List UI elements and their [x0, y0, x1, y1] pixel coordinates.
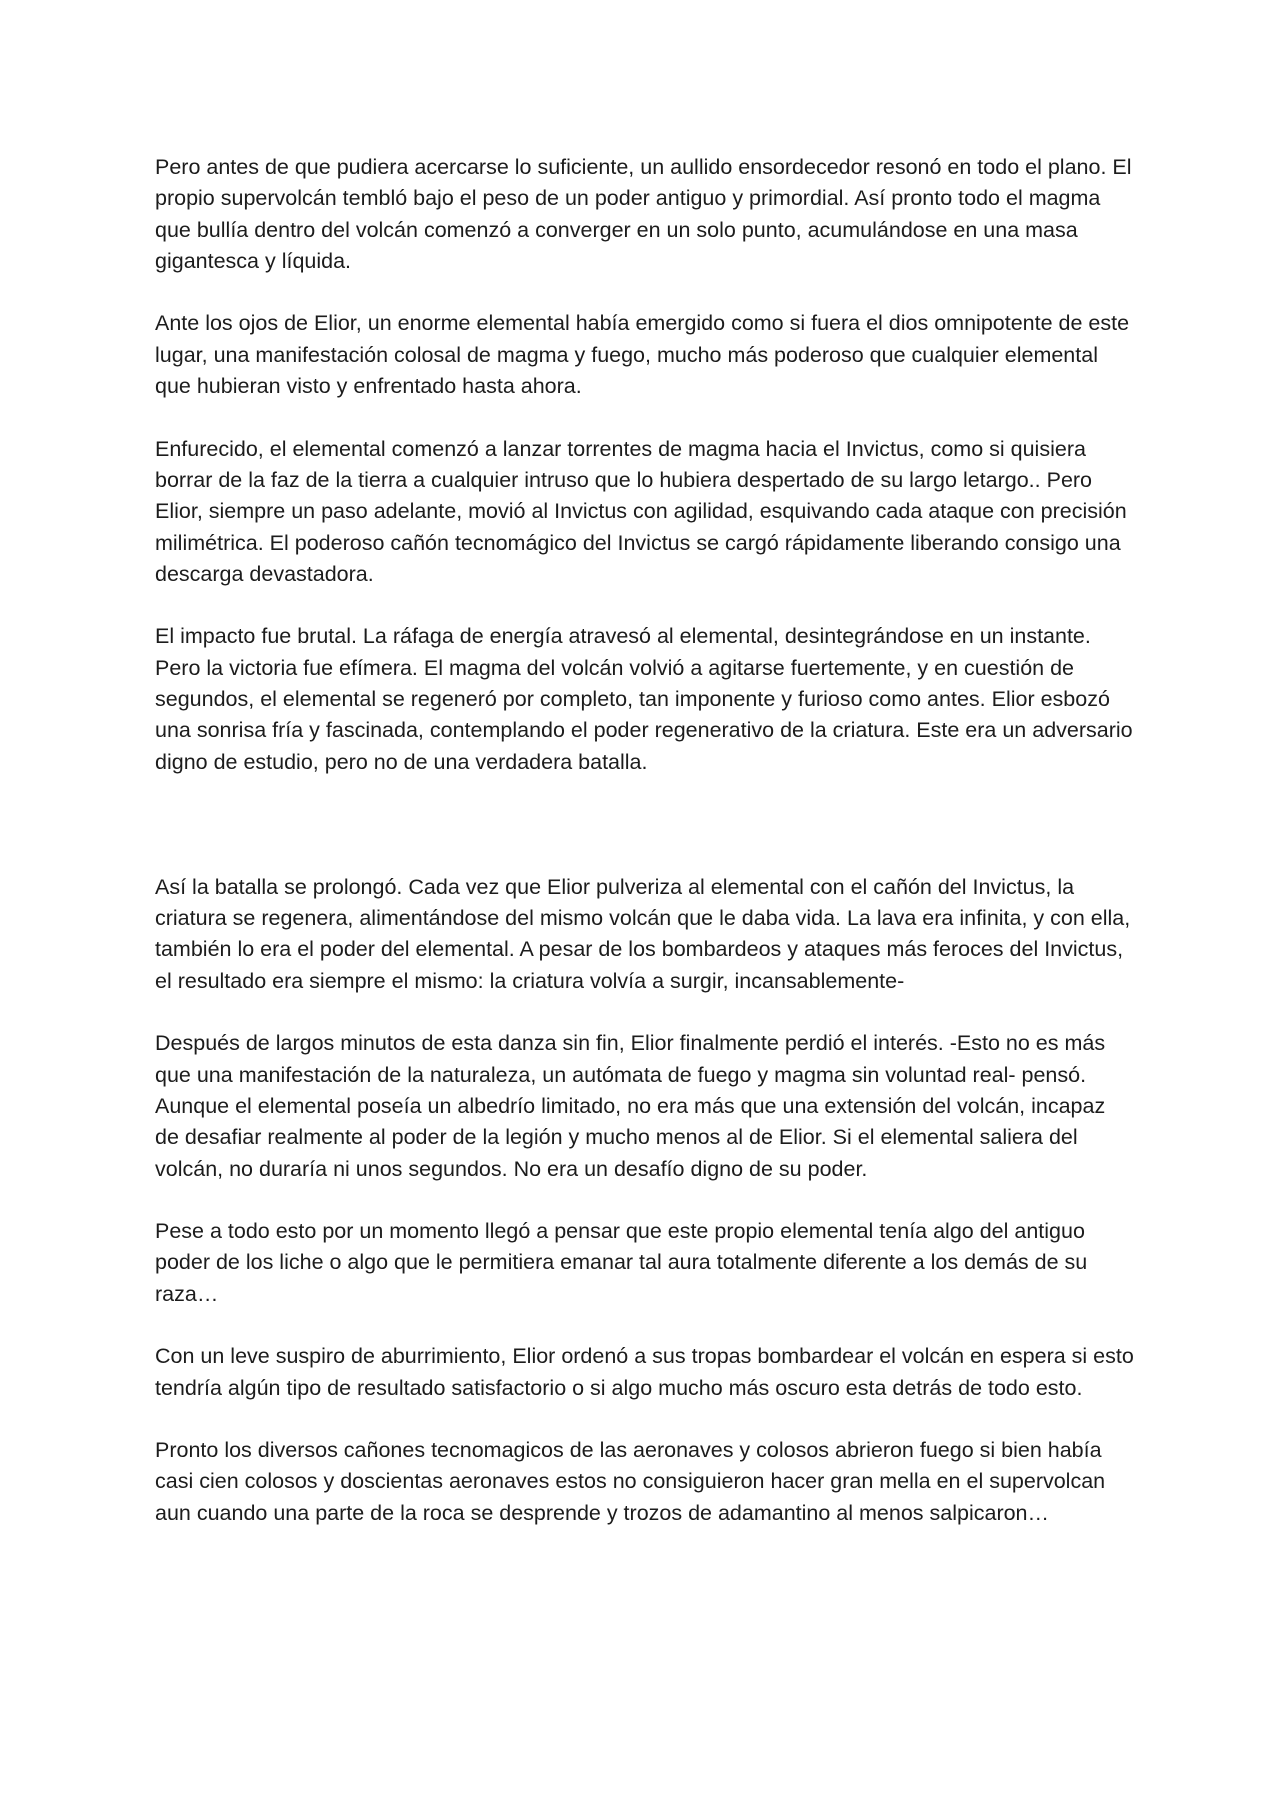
- paragraph-5: Así la batalla se prolongó. Cada vez que Elior pulveriza al elemental con el cañón del Invictus, la criatura se regenera, alimentándose del mismo volcán que le daba vida. La lava era infinita, y con ella, también lo era el poder del elemental. A pesar de los bombardeos y ataques más feroces del Invictus, el resultado era siempre el mismo: la criatura volvía a surgir, incansablemente-: [155, 874, 1131, 993]
- section-break: [155, 809, 1135, 872]
- paragraph-4: El impacto fue brutal. La ráfaga de energía atravesó al elemental, desintegrándose en un instante. Pero la victoria fue efímera. El magma del volcán volvió a agitarse fuertemente, y en cuestión de segundos, el elemental se regeneró por completo, tan imponente y furioso como antes. Elior esbozó una sonrisa fría y fascinada, contemplando el poder regenerativo de la criatura. Este era un adversario digno de estudio, pero no de una verdadera batalla.: [155, 624, 1133, 774]
- paragraph-3: Enfurecido, el elemental comenzó a lanzar torrentes de magma hacia el Invictus, como si quisiera borrar de la faz de la tierra a cualquier intruso que lo hubiera despertado de su largo letargo.. Pero Elior, siempre un paso adelante, movió al Invictus con agilidad, esquivando cada ataque con precisión milimétrica. El poderoso cañón tecnomágico del Invictus se cargó rápidamente liberando consigo una descarga devastadora.: [155, 436, 1127, 586]
- paragraph-7: Pese a todo esto por un momento llegó a pensar que este propio elemental tenía algo del antiguo poder de los liche o algo que le permitiera emanar tal aura totalmente diferente a los demás de su raza…: [155, 1219, 1088, 1306]
- paragraph-1: Pero antes de que pudiera acercarse lo suficiente, un aullido ensordecedor resonó en todo el plano. El propio supervolcán tembló bajo el peso de un poder antiguo y primordial. Así pronto todo el magma que bullía dentro del volcán comenzó a converger en un solo punto, acumulándose en una masa gigantesca y líquida.: [155, 155, 1132, 273]
- paragraph-2: Ante los ojos de Elior, un enorme elemental había emergido como si fuera el dios omnipotente de este lugar, una manifestación colosal de magma y fuego, mucho más poderoso que cualquier elemental que hubieran visto y enfrentado hasta ahora.: [155, 311, 1130, 399]
- paragraph-6: Después de largos minutos de esta danza sin fin, Elior finalmente perdió el interés. -Esto no es más que una manifestación de la naturaleza, un autómata de fuego y magma sin voluntad real- pensó. Aunque el elemental poseía un albedrío limitado, no era más que una extensión del volcán, incapaz de desafiar realmente al poder de la legión y mucho menos al de Elior. Si el elemental saliera del volcán, no duraría ni unos segundos. No era un desafío digno de su poder.: [155, 1031, 1106, 1181]
- document-body: [155, 152, 1135, 1560]
- paragraph-8: Con un leve suspiro de aburrimiento, Elior ordenó a sus tropas bombardear el volcán en espera si esto tendría algún tipo de resultado satisfactorio o si algo mucho más oscuro esta detrás de todo esto.: [155, 1344, 1134, 1400]
- paragraph-9: Pronto los diversos cañones tecnomagicos de las aeronaves y colosos abrieron fuego si bien había casi cien colosos y doscientas aeronaves estos no consiguieron hacer gran mella en el supervolcan aun cuando una parte de la roca se desprende y trozos de adamantino al menos salpicaron…: [155, 1438, 1106, 1525]
